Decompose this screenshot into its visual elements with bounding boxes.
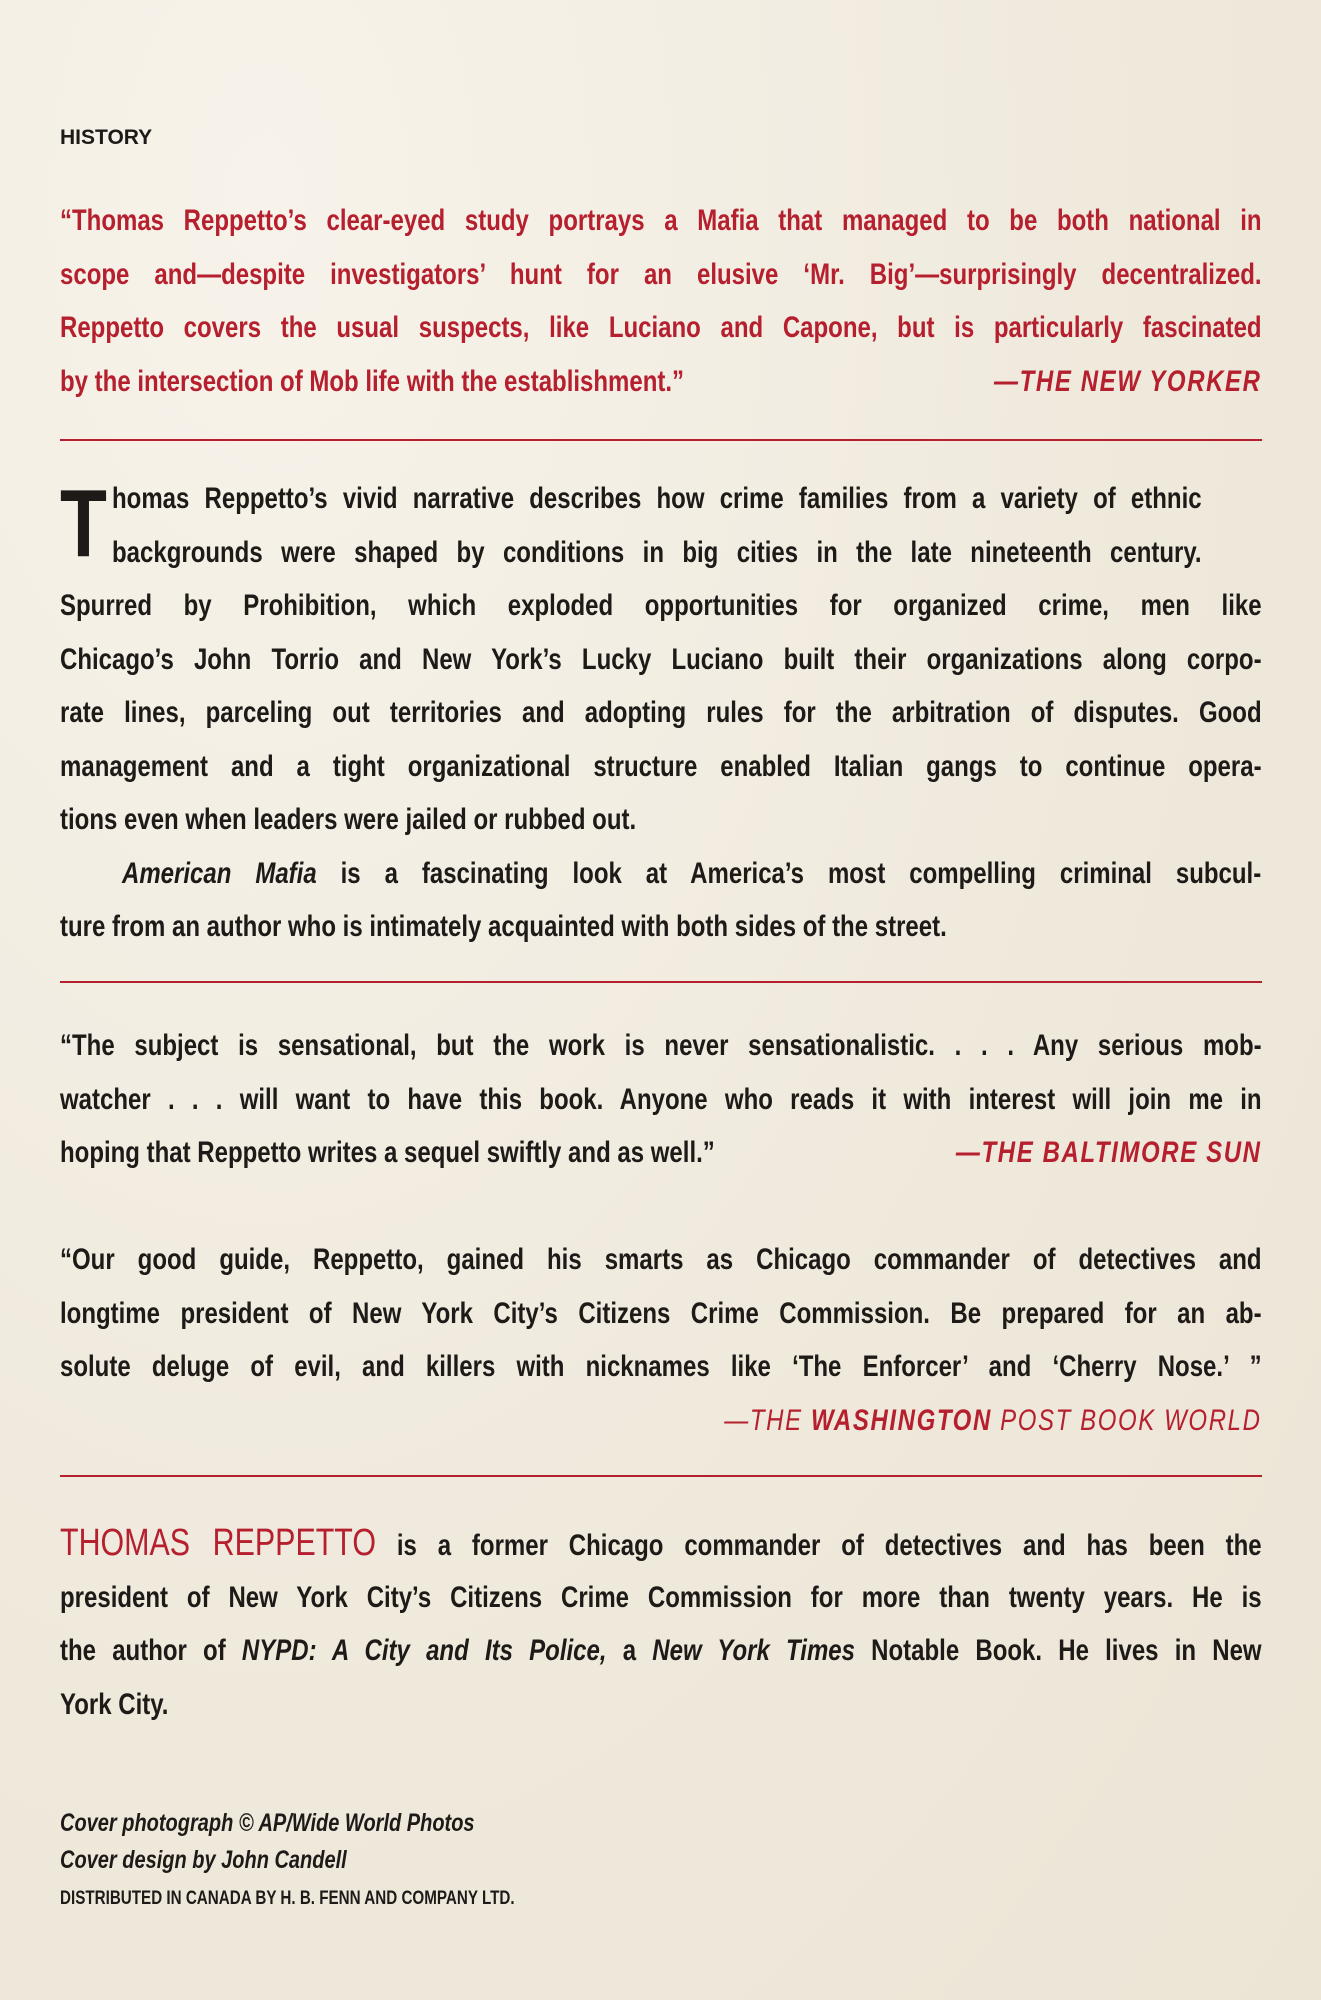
newspaper-title: New York Times	[652, 1634, 855, 1667]
bio-text: is a former Chicago commander of detectives and has been the	[375, 1529, 1262, 1562]
quote-line: solute deluge of evil, and killers with nicknames like ‘The Enforcer’ and ‘Cherry Nose.’ ”	[60, 1350, 1262, 1383]
description-line: Spurred by Prohibition, which exploded opportunities for organized crime, men like	[60, 589, 1262, 622]
quote-line: hoping that Reppetto writes a sequel swiftly and as well.”	[60, 1136, 715, 1169]
description-line: management and a tight organizational structure enabled Italian gangs to continue opera-	[60, 749, 1262, 783]
attribution-text-bold: WASHINGTON	[811, 1403, 993, 1437]
divider	[60, 1475, 1262, 1477]
bio-line: president of New York City’s Citizens Crime Commission for more than twenty years. He is	[60, 1580, 1262, 1614]
quote-line: longtime president of New York City’s Citizens Crime Commission. Be prepared for an ab-	[60, 1296, 1262, 1330]
design-credit: Cover design by John Candell	[60, 1846, 347, 1874]
quote-line: scope and—despite investigators’ hunt for an elusive ‘Mr. Big’—surprisingly decentralized.	[60, 257, 1262, 291]
bio-text: Notable Book. He lives in New	[854, 1634, 1262, 1667]
bio-line: York City.	[60, 1687, 169, 1721]
attribution-text: —THE	[724, 1403, 812, 1437]
quote-attribution: —THE BALTIMORE SUN	[955, 1136, 1262, 1169]
book-title: NYPD: A City and Its Police,	[241, 1634, 607, 1667]
quote-line: watcher . . . will want to have this book. Anyone who reads it with interest will join me in	[60, 1082, 1262, 1116]
book-title: American Mafia	[122, 856, 317, 890]
divider	[60, 439, 1262, 441]
description-line: ture from an author who is intimately acquainted with both sides of the street.	[60, 910, 947, 943]
quote-attribution	[725, 1394, 1262, 1448]
quote-line: by the intersection of Mob life with the establishment.”	[60, 364, 685, 398]
quote-line: “Thomas Reppetto’s clear-eyed study portrays a Mafia that managed to be both national in	[60, 204, 1262, 237]
divider	[60, 981, 1262, 983]
quote-line: “Our good guide, Reppetto, gained his smarts as Chicago commander of detectives and	[60, 1243, 1262, 1276]
description-line: Chicago’s John Torrio and New York’s Lucky Luciano built their organizations along corpo-	[60, 642, 1262, 676]
description-line: tions even when leaders were jailed or rubbed out.	[60, 803, 637, 836]
washington-post-quote	[60, 1233, 1262, 1447]
author-name: THOMAS REPPETTO	[60, 1522, 376, 1564]
description-text: is a fascinating look at America’s most compelling criminal subcul-	[316, 856, 1262, 890]
description-line: rate lines, parceling out territories and adopting rules for the arbitration of disputes. Good	[60, 696, 1262, 729]
book-description	[60, 472, 1262, 954]
bio-text: the author of	[60, 1634, 242, 1667]
author-bio	[60, 1517, 1262, 1731]
drop-cap: T	[60, 470, 107, 577]
description-line: backgrounds were shaped by conditions in big cities in the late nineteenth century.	[112, 535, 1202, 569]
quote-line: Reppetto covers the usual suspects, like Luciano and Capone, but is particularly fascinated	[60, 311, 1262, 344]
credits	[60, 1808, 1262, 1910]
description-line: homas Reppetto’s vivid narrative describes how crime families from a variety of ethnic	[112, 482, 1202, 515]
quote-attribution: —THE NEW YORKER	[994, 364, 1262, 398]
distribution-note: DISTRIBUTED IN CANADA BY H. B. FENN AND COMPANY LTD.	[60, 1888, 515, 1909]
new-yorker-quote	[60, 194, 1262, 408]
baltimore-sun-quote	[60, 1019, 1262, 1180]
photo-credit: Cover photograph © AP/Wide World Photos	[60, 1809, 475, 1837]
bio-text: a	[606, 1634, 653, 1667]
quote-line: “The subject is sensational, but the work is never sensationalistic. . . . Any serious mob-	[60, 1029, 1262, 1062]
category-label: HISTORY	[60, 126, 153, 149]
attribution-text: POST BOOK WORLD	[992, 1403, 1262, 1437]
